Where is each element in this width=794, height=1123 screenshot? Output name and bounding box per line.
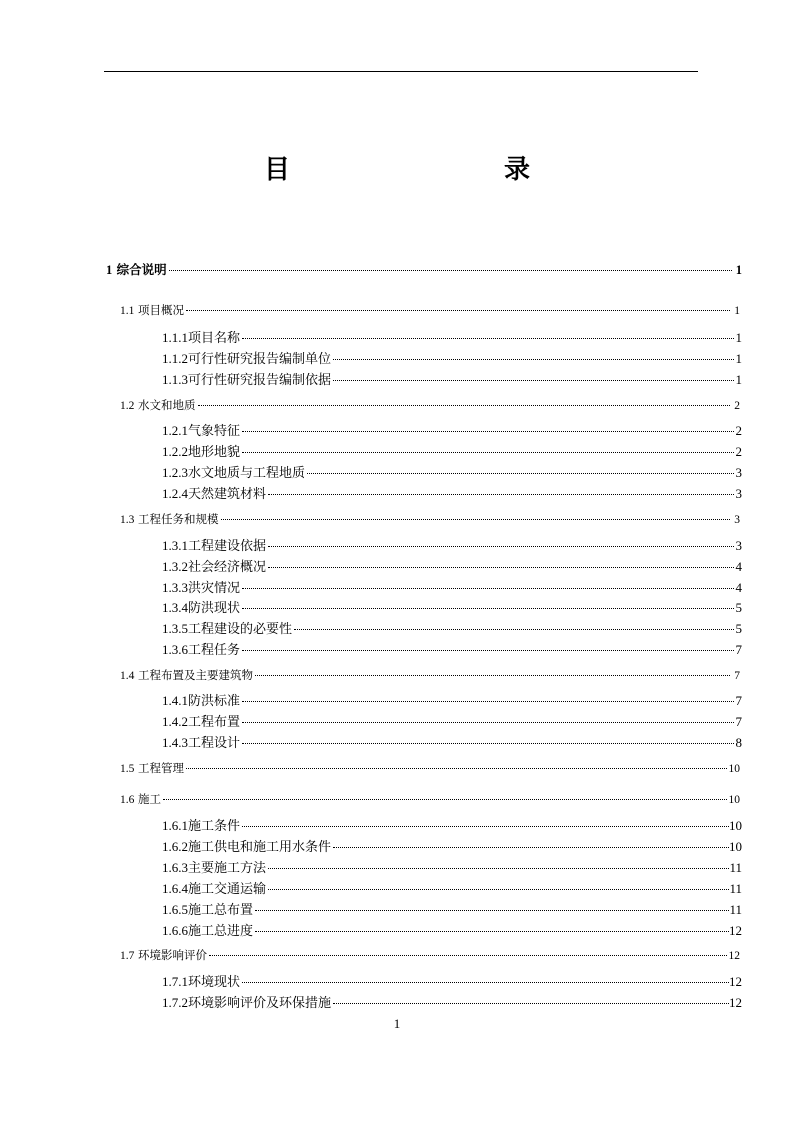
toc-entry[interactable] bbox=[162, 881, 742, 898]
toc-entry-number: 1.2.2 bbox=[162, 444, 188, 459]
toc-dot-leader bbox=[268, 494, 734, 495]
toc-entry-title bbox=[162, 902, 253, 919]
toc-entry-page: 12 bbox=[728, 950, 740, 962]
toc-entry-number: 1.6.6 bbox=[162, 923, 188, 938]
toc-entry[interactable] bbox=[106, 262, 742, 278]
toc-entry-title bbox=[162, 995, 331, 1012]
toc-entry-label: 天然建筑材料 bbox=[188, 487, 267, 502]
toc-entry-label: 施工条件 bbox=[188, 819, 241, 834]
toc-dot-leader bbox=[268, 546, 734, 547]
toc-entry-page: 12 bbox=[729, 995, 742, 1010]
toc-entry-page: 11 bbox=[729, 902, 742, 917]
toc-entry-page: 3 bbox=[735, 465, 742, 480]
toc-entry-label: 工程设计 bbox=[188, 736, 241, 751]
toc-dot-leader bbox=[242, 743, 734, 744]
toc-entry-label: 社会经济概况 bbox=[188, 560, 267, 575]
toc-dot-leader bbox=[333, 359, 734, 360]
toc-entry-title bbox=[162, 642, 240, 659]
toc-dot-leader bbox=[242, 431, 734, 432]
toc-entry-page: 10 bbox=[728, 794, 740, 806]
toc-entry-number: 1.1.3 bbox=[162, 372, 188, 387]
toc-entry-title bbox=[162, 693, 240, 710]
toc-entry-title bbox=[120, 511, 219, 528]
toc-entry-title bbox=[120, 791, 161, 808]
toc-entry-title bbox=[162, 486, 266, 503]
toc-entry[interactable] bbox=[120, 302, 740, 319]
toc-entry-number: 1.3.2 bbox=[162, 559, 188, 574]
toc-entry-label: 洪灾情况 bbox=[188, 581, 241, 596]
toc-entry-label: 项目概况 bbox=[138, 303, 185, 317]
toc-entry[interactable] bbox=[162, 995, 742, 1012]
toc-entry-label: 可行性研究报告编制依据 bbox=[188, 373, 332, 388]
toc-entry-page: 3 bbox=[735, 486, 742, 501]
toc-entry-number: 1.6.1 bbox=[162, 818, 188, 833]
toc-entry-page: 1 bbox=[734, 305, 740, 317]
toc-entry[interactable] bbox=[120, 667, 740, 684]
toc-dot-leader bbox=[242, 826, 729, 827]
toc-entry-label: 项目名称 bbox=[188, 331, 241, 346]
toc-entry-number: 1.3.1 bbox=[162, 538, 188, 553]
toc-entry[interactable] bbox=[162, 444, 742, 461]
toc-entry-page: 3 bbox=[735, 538, 742, 553]
toc-entry-title bbox=[162, 351, 331, 368]
toc-dot-leader bbox=[242, 338, 734, 339]
toc-entry-label: 防洪现状 bbox=[188, 601, 241, 616]
toc-dot-leader bbox=[268, 889, 729, 890]
toc-entry-label: 可行性研究报告编制单位 bbox=[188, 352, 332, 367]
toc-entry-number: 1.3 bbox=[120, 514, 135, 526]
toc-entry-number: 1.1 bbox=[120, 305, 135, 317]
toc-entry-number: 1.4.3 bbox=[162, 735, 188, 750]
toc-entry-page: 7 bbox=[734, 670, 740, 682]
toc-entry[interactable] bbox=[162, 974, 742, 991]
toc-entry[interactable] bbox=[120, 760, 740, 777]
toc-entry[interactable] bbox=[162, 423, 742, 440]
toc-entry-label: 综合说明 bbox=[116, 262, 167, 277]
toc-entry-label: 水文地质与工程地质 bbox=[188, 466, 306, 481]
toc-entry-label: 工程布置及主要建筑物 bbox=[138, 668, 254, 682]
toc-entry-title bbox=[162, 444, 240, 461]
toc-entry-page: 5 bbox=[735, 621, 742, 636]
toc-entry-page: 10 bbox=[729, 818, 742, 833]
toc-entry-title bbox=[162, 735, 240, 752]
toc-dot-leader bbox=[242, 452, 734, 453]
toc-entry-number: 1.5 bbox=[120, 763, 135, 775]
toc-entry[interactable] bbox=[162, 902, 742, 919]
toc-entry-number: 1.6.5 bbox=[162, 902, 188, 917]
toc-dot-leader bbox=[242, 588, 734, 589]
toc-entry-title bbox=[162, 839, 331, 856]
toc-entry-label: 工程建设的必要性 bbox=[188, 622, 293, 637]
toc-dot-leader bbox=[333, 1003, 729, 1004]
toc-entry-page: 2 bbox=[735, 423, 742, 438]
toc-entry-title bbox=[162, 923, 253, 940]
toc-dot-leader bbox=[209, 955, 726, 956]
toc-entry-label: 工程布置 bbox=[188, 715, 241, 730]
toc-entry-number: 1.7.1 bbox=[162, 974, 188, 989]
toc-entry-title bbox=[162, 714, 240, 731]
toc-dot-leader bbox=[186, 768, 726, 769]
toc-entry-number: 1.6.4 bbox=[162, 881, 188, 896]
toc-dot-leader bbox=[333, 380, 734, 381]
toc-entry-number: 1.4.1 bbox=[162, 693, 188, 708]
toc-entry[interactable] bbox=[162, 600, 742, 617]
toc-entry-label: 施工 bbox=[138, 792, 162, 806]
toc-entry[interactable] bbox=[162, 642, 742, 659]
toc-entry[interactable] bbox=[162, 860, 742, 877]
toc-entry[interactable] bbox=[162, 818, 742, 835]
toc-entry-title bbox=[162, 580, 240, 597]
toc-dot-leader bbox=[186, 310, 730, 311]
toc-dot-leader bbox=[294, 629, 734, 630]
toc-entry-label: 工程建设依据 bbox=[188, 539, 267, 554]
toc-entry-number: 1.2 bbox=[120, 400, 135, 412]
toc-entry[interactable] bbox=[162, 559, 742, 576]
toc-entry-label: 施工交通运输 bbox=[188, 882, 267, 897]
toc-entry-number: 1.2.1 bbox=[162, 423, 188, 438]
toc-entry-number: 1.2.3 bbox=[162, 465, 188, 480]
toc-entry-label: 地形地貌 bbox=[188, 445, 241, 460]
toc-dot-leader bbox=[255, 910, 729, 911]
toc-entry[interactable] bbox=[162, 693, 742, 710]
toc-dot-leader bbox=[242, 701, 734, 702]
toc-entry-title bbox=[120, 397, 196, 414]
toc-entry-page: 1 bbox=[735, 330, 742, 345]
toc-entry-label: 水文和地质 bbox=[138, 398, 196, 412]
toc-entry-label: 环境影响评价 bbox=[138, 948, 208, 962]
toc-entry-page: 7 bbox=[735, 642, 742, 657]
toc-dot-leader bbox=[268, 567, 734, 568]
toc-entry-number: 1.7 bbox=[120, 950, 135, 962]
toc-entry-title bbox=[120, 760, 184, 777]
toc-entry[interactable] bbox=[162, 923, 742, 940]
toc-dot-leader bbox=[242, 650, 734, 651]
toc-entry[interactable] bbox=[120, 397, 740, 414]
toc-entry-label: 施工供电和施工用水条件 bbox=[188, 840, 332, 855]
toc-entry-page: 2 bbox=[735, 444, 742, 459]
toc-dot-leader bbox=[242, 982, 729, 983]
toc-entry-label: 主要施工方法 bbox=[188, 861, 267, 876]
toc-entry-title bbox=[162, 621, 292, 638]
toc-entry-number: 1.6 bbox=[120, 794, 135, 806]
toc-entry[interactable] bbox=[120, 511, 740, 528]
toc-dot-leader bbox=[255, 931, 729, 932]
toc-entry-page: 1 bbox=[735, 351, 742, 366]
toc-entry[interactable] bbox=[120, 947, 740, 964]
toc-entry-page: 11 bbox=[729, 881, 742, 896]
toc-entry-page: 7 bbox=[735, 693, 742, 708]
toc-dot-leader bbox=[163, 799, 726, 800]
toc-entry-page: 4 bbox=[735, 559, 742, 574]
toc-dot-leader bbox=[242, 608, 734, 609]
toc-entry-label: 气象特征 bbox=[188, 424, 241, 439]
toc-entry-number: 1 bbox=[106, 263, 113, 277]
toc-entry-page: 3 bbox=[734, 514, 740, 526]
toc-entry-title bbox=[120, 947, 207, 964]
toc-dot-leader bbox=[255, 675, 730, 676]
toc-entry-number: 1.6.2 bbox=[162, 839, 188, 854]
toc-entry-page: 2 bbox=[734, 400, 740, 412]
toc-entry-title bbox=[162, 881, 266, 898]
toc-entry-title bbox=[162, 974, 240, 991]
toc-entry-title bbox=[120, 302, 184, 319]
toc-entry-label: 环境现状 bbox=[188, 975, 241, 990]
toc-entry-title bbox=[106, 262, 167, 278]
toc-entry-title bbox=[162, 465, 305, 482]
toc-entry-title bbox=[162, 600, 240, 617]
toc-entry-page: 10 bbox=[728, 763, 740, 775]
toc-entry[interactable] bbox=[162, 839, 742, 856]
toc-entry-label: 工程任务和规模 bbox=[138, 512, 219, 526]
toc-entry-page: 1 bbox=[735, 372, 742, 387]
toc-entry-label: 工程任务 bbox=[188, 643, 241, 658]
toc-dot-leader bbox=[169, 270, 732, 271]
toc-entry-title bbox=[162, 818, 240, 835]
toc-entry-number: 1.4.2 bbox=[162, 714, 188, 729]
toc-entry-label: 防洪标准 bbox=[188, 694, 241, 709]
toc-entry[interactable] bbox=[162, 580, 742, 597]
toc-entry[interactable] bbox=[162, 351, 742, 368]
header-rule bbox=[104, 71, 698, 72]
toc-entry-title bbox=[162, 423, 240, 440]
toc-entry[interactable] bbox=[120, 791, 740, 808]
toc-entry-number: 1.1.1 bbox=[162, 330, 188, 345]
toc-entry-number: 1.2.4 bbox=[162, 486, 188, 501]
toc-entry[interactable] bbox=[162, 621, 742, 638]
toc-entry-title bbox=[162, 330, 240, 347]
toc-entry-page: 12 bbox=[729, 974, 742, 989]
toc-entry-page: 8 bbox=[735, 735, 742, 750]
toc-entry[interactable] bbox=[162, 538, 742, 555]
toc-dot-leader bbox=[333, 847, 729, 848]
toc-dot-leader bbox=[242, 722, 734, 723]
toc-entry-label: 环境影响评价及环保措施 bbox=[188, 996, 332, 1011]
toc-entry-number: 1.1.2 bbox=[162, 351, 188, 366]
toc-dot-leader bbox=[307, 473, 734, 474]
toc-entry-label: 施工总进度 bbox=[188, 924, 254, 939]
toc-entry[interactable] bbox=[162, 486, 742, 503]
toc-entry-page: 11 bbox=[729, 860, 742, 875]
toc-entry-title bbox=[162, 860, 266, 877]
toc-entry[interactable] bbox=[162, 714, 742, 731]
toc-entry-title bbox=[162, 538, 266, 555]
toc-entry-page: 12 bbox=[729, 923, 742, 938]
toc-entry-label: 施工总布置 bbox=[188, 903, 254, 918]
toc-entry-number: 1.3.5 bbox=[162, 621, 188, 636]
toc-entry[interactable] bbox=[162, 372, 742, 389]
toc-entry-page: 10 bbox=[729, 839, 742, 854]
toc-entry-title bbox=[120, 667, 253, 684]
toc-entry-page: 5 bbox=[735, 600, 742, 615]
toc-entry[interactable] bbox=[162, 330, 742, 347]
toc-entry-number: 1.3.6 bbox=[162, 642, 188, 657]
toc-entry-label: 工程管理 bbox=[138, 761, 185, 775]
toc-entry-number: 1.4 bbox=[120, 670, 135, 682]
toc-entry-title bbox=[162, 559, 266, 576]
toc-entry[interactable] bbox=[162, 735, 742, 752]
page-title: 目 录 bbox=[263, 155, 584, 185]
toc-entry-number: 1.3.3 bbox=[162, 580, 188, 595]
toc-entry-page: 4 bbox=[735, 580, 742, 595]
footer-page-number: 1 bbox=[393, 1016, 401, 1031]
toc-entry-page: 7 bbox=[735, 714, 742, 729]
toc-entry-number: 1.6.3 bbox=[162, 860, 188, 875]
toc-dot-leader bbox=[198, 405, 730, 406]
toc-entry[interactable] bbox=[162, 465, 742, 482]
toc-entry-title bbox=[162, 372, 331, 389]
toc-dot-leader bbox=[268, 868, 729, 869]
toc-entry-number: 1.7.2 bbox=[162, 995, 188, 1010]
toc-entry-page: 1 bbox=[735, 263, 742, 277]
toc-dot-leader bbox=[221, 519, 730, 520]
toc-entry-number: 1.3.4 bbox=[162, 600, 188, 615]
